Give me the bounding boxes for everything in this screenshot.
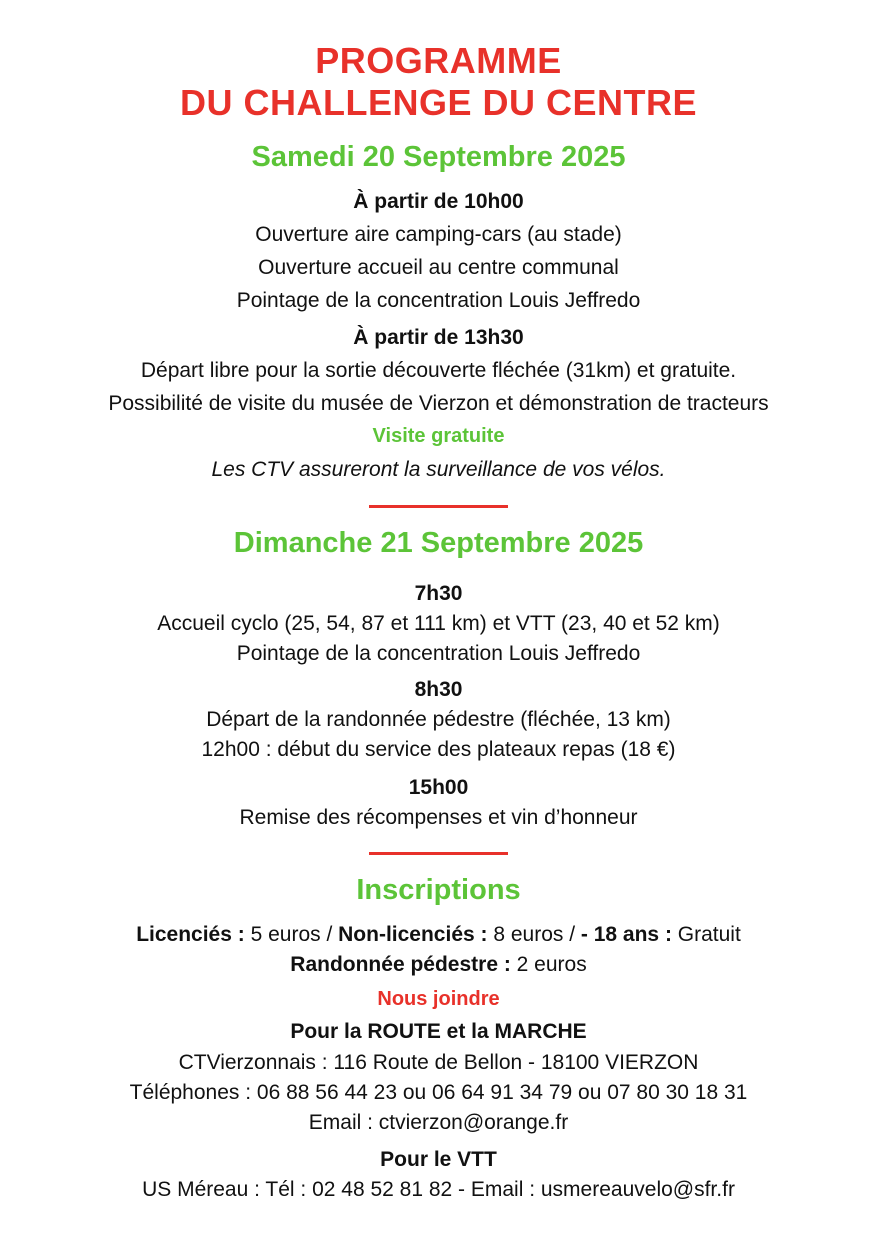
sunday-date: Dimanche 21 Septembre 2025: [233, 527, 644, 559]
vtt-contact[interactable]: US Méreau : Tél : 02 48 52 81 82 - Email : usmereauvelo@sfr.fr: [142, 1178, 735, 1201]
saturday-date: Samedi 20 Septembre 2025: [251, 141, 626, 173]
sunday-time-3: 15h00: [408, 776, 469, 799]
rando-pricing-line: [0, 953, 877, 977]
sunday-item: Accueil cyclo (25, 54, 87 et 111 km) et VTT (23, 40 et 52 km): [157, 612, 720, 635]
saturday-item: Possibilité de visite du musée de Vierzon et démonstration de tracteurs: [108, 392, 769, 415]
saturday-item: Pointage de la concentration Louis Jeffredo: [236, 289, 641, 312]
saturday-item: Ouverture aire camping-cars (au stade): [255, 223, 622, 246]
sunday-time-2: 8h30: [414, 678, 463, 701]
pricing-line: [0, 923, 877, 947]
club-address: CTVierzonnais : 116 Route de Bellon - 18100 VIERZON: [178, 1051, 699, 1074]
vtt-heading: Pour le VTT: [380, 1148, 497, 1171]
non-licencies-label: Non-licenciés :: [338, 923, 488, 946]
title-line-2: DU CHALLENGE DU CENTRE: [179, 82, 697, 123]
saturday-time-2: À partir de 13h30: [353, 326, 524, 349]
contact-heading: Nous joindre: [377, 988, 500, 1010]
free-visit-label: Visite gratuite: [372, 425, 505, 447]
rando-value: 2 euros: [510, 953, 587, 976]
section-divider: [369, 505, 508, 508]
rando-label: Randonnée pédestre :: [290, 953, 511, 976]
route-heading: Pour la ROUTE et la MARCHE: [290, 1020, 587, 1043]
licencies-value: 5 euros /: [244, 923, 339, 946]
licencies-label: Licenciés :: [136, 923, 245, 946]
sunday-item: Remise des récompenses et vin d’honneur: [239, 806, 638, 829]
saturday-item: Ouverture accueil au centre communal: [258, 256, 619, 279]
inscriptions-heading: Inscriptions: [356, 874, 521, 906]
sunday-item: Départ de la randonnée pédestre (fléchée, 13 km): [206, 708, 671, 731]
phone-numbers: Téléphones : 06 88 56 44 23 ou 06 64 91 34 79 ou 07 80 30 18 31: [129, 1081, 748, 1104]
sunday-item: Pointage de la concentration Louis Jeffredo: [236, 642, 641, 665]
minus18-label: - 18 ans :: [580, 923, 672, 946]
saturday-note: Les CTV assureront la surveillance de vos vélos.: [211, 458, 666, 481]
saturday-time-1: À partir de 10h00: [353, 190, 524, 213]
non-licencies-value: 8 euros /: [487, 923, 581, 946]
minus18-value: Gratuit: [671, 923, 741, 946]
section-divider: [369, 852, 508, 855]
sunday-time-1: 7h30: [414, 582, 463, 605]
sunday-item: 12h00 : début du service des plateaux repas (18 €): [201, 738, 676, 761]
saturday-item: Départ libre pour la sortie découverte fléchée (31km) et gratuite.: [140, 359, 737, 382]
title-line-1: PROGRAMME: [315, 40, 562, 81]
email-link[interactable]: Email : ctvierzon@orange.fr: [308, 1111, 569, 1134]
